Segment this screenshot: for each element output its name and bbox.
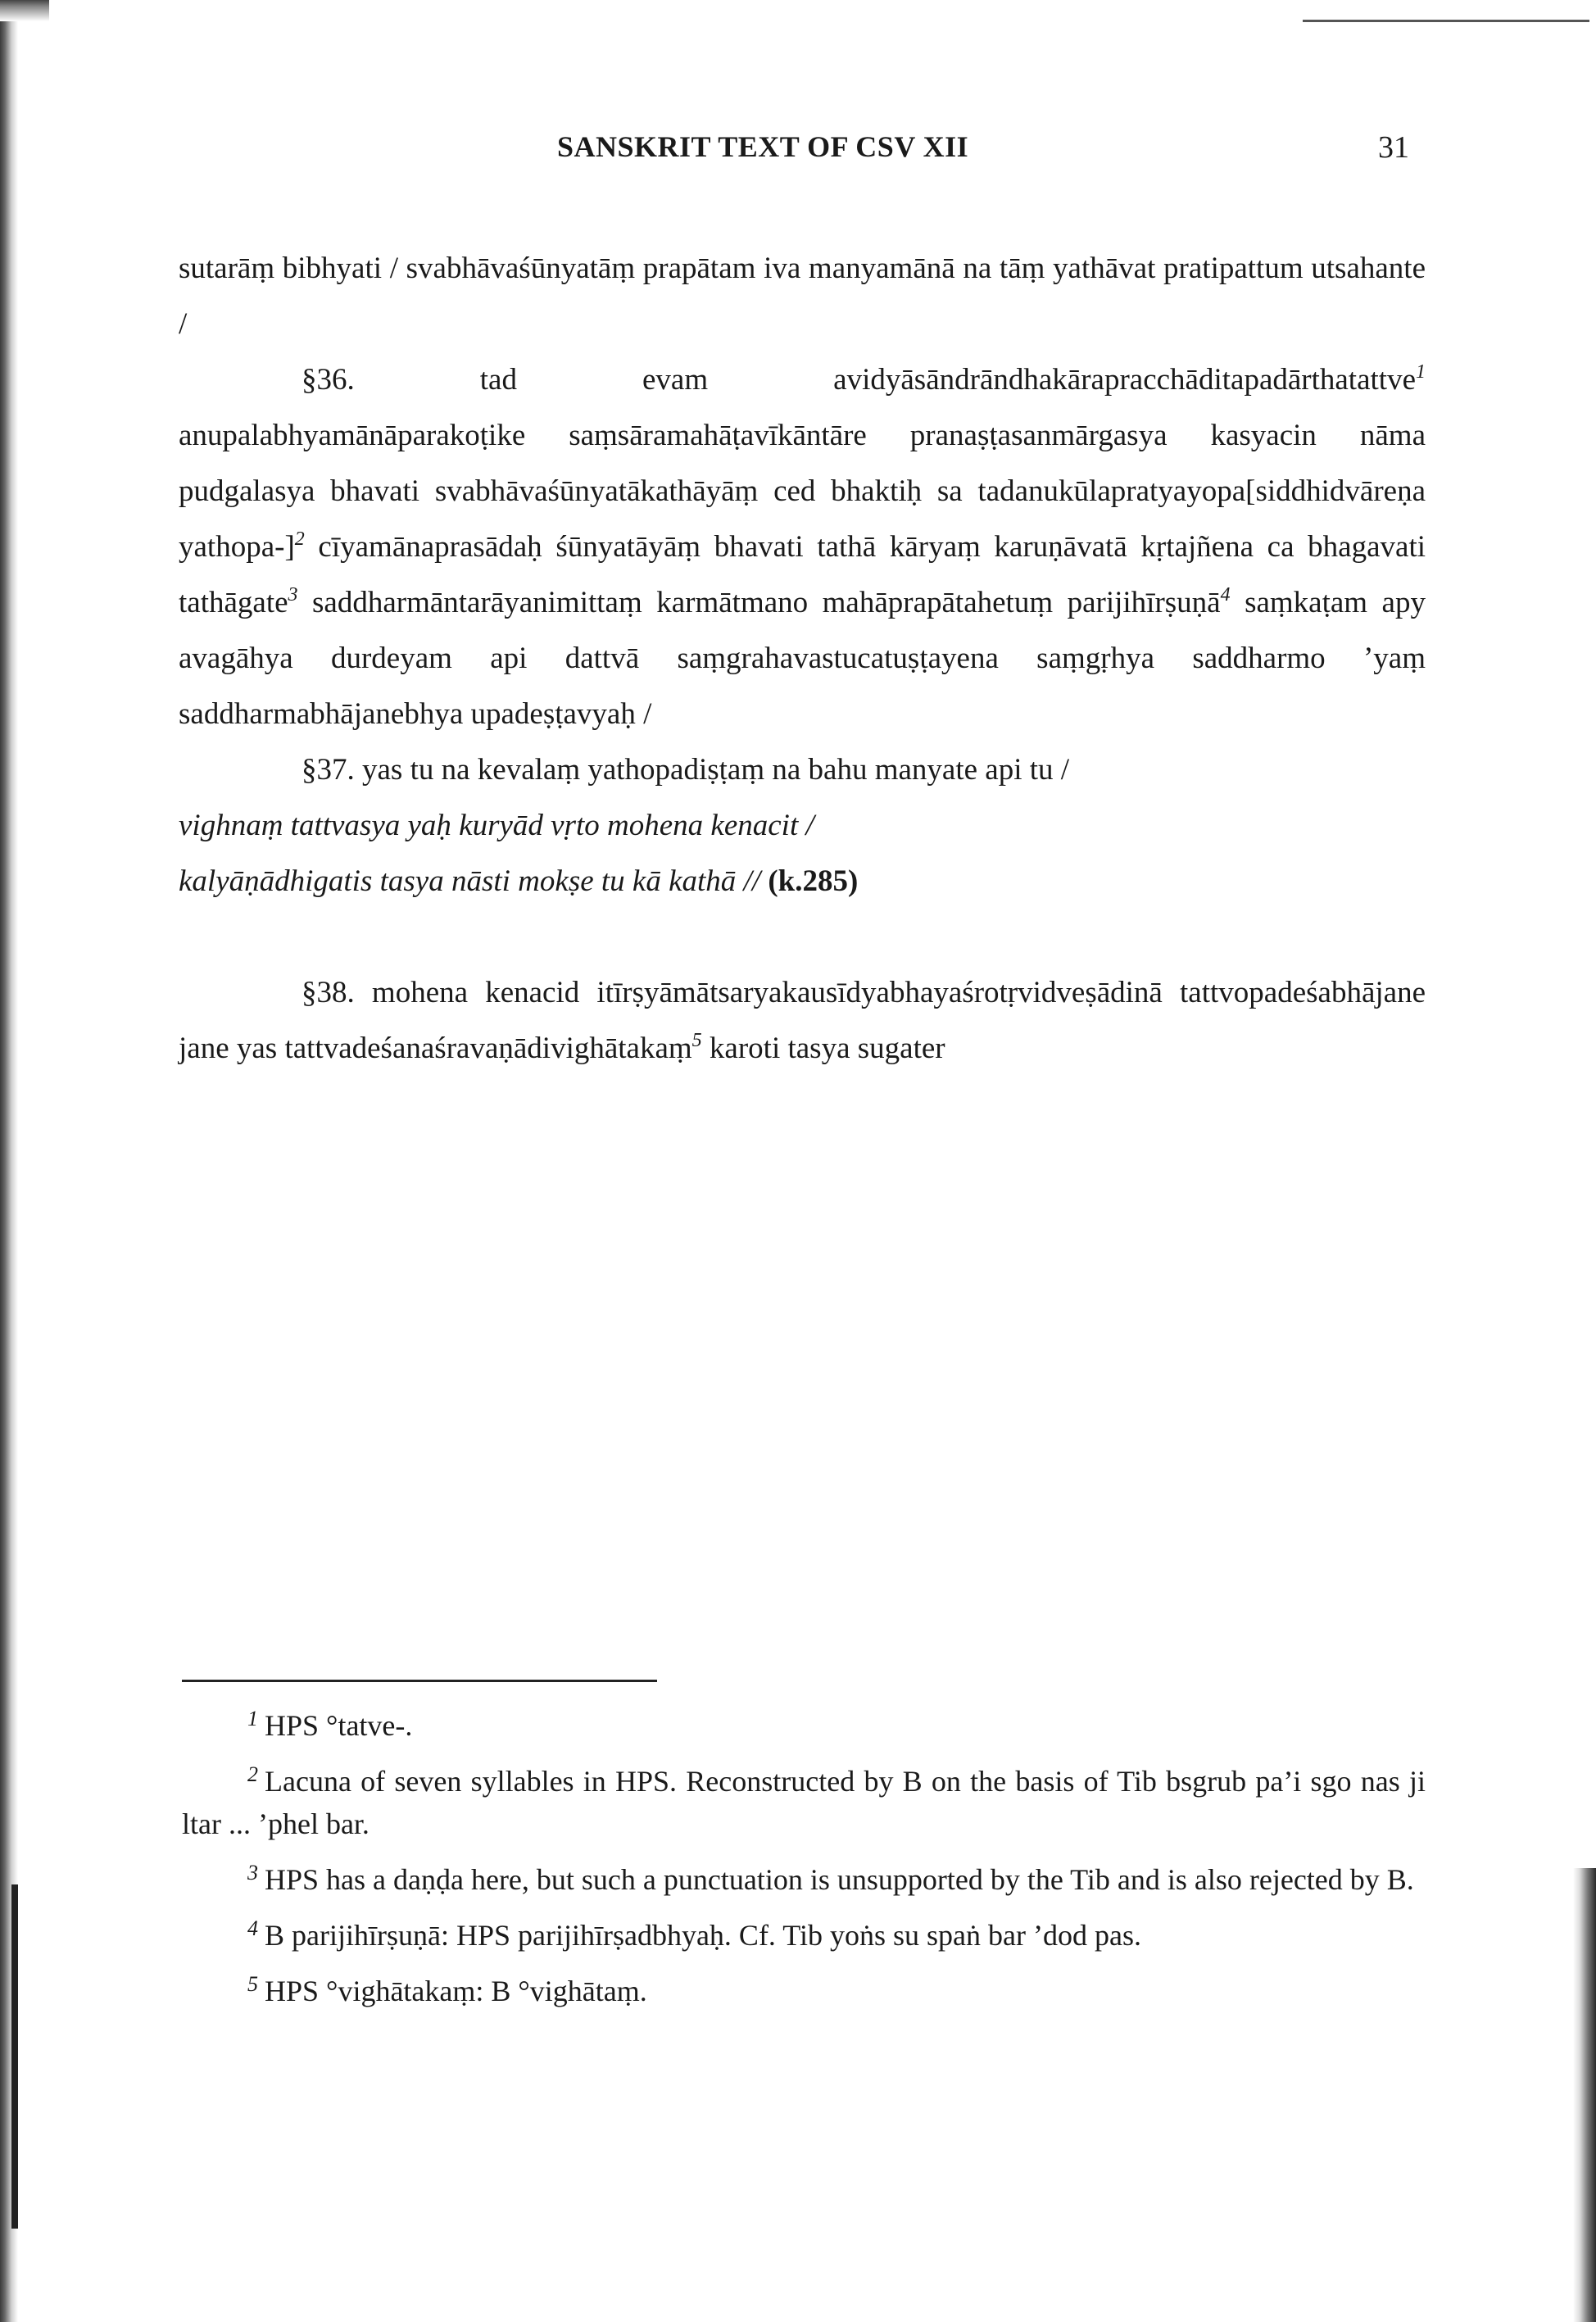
verse-line-2-text: kalyāṇādhigatis tasya nāsti mokṣe tu kā kathā //	[179, 864, 761, 898]
paragraph-36-text-c: cīyamānaprasādaḥ śūnyatāyāṃ bhavati tathā kāryaṃ karuṇāvatā kṛtajñena ca bhagavati tathāgate	[179, 530, 1426, 619]
paragraph-36-text-d: saddharmāntarāyanimittaṃ karmātmano mahāprapātahetuṃ parijihīrṣuṇā	[297, 586, 1221, 619]
paragraph-36-text-a: §36. tad evam avidyāsāndrāndhakārapracchāditapadārthatattve	[302, 363, 1416, 397]
running-head: SANSKRIT TEXT OF CSV XII	[557, 130, 969, 163]
paragraph-38	[179, 965, 1426, 1077]
paragraph-36-text-b: anupalabhyamānāparakoṭike saṃsāramahāṭavīkāntāre pranaṣṭasanmārgasya kasyacin nāma pudgalasya bhavati svabhāvaśūnyatākathāyāṃ ced bhaktiḥ sa tadanukūlapratyayopa[siddhidvāreṇa yathopa-]	[179, 419, 1426, 564]
paragraph-1: sutarāṃ bibhyati / svabhāvaśūnyatāṃ prapātam iva manyamānā na tāṃ yathāvat pratipattum utsahante /	[179, 252, 1426, 341]
page-number: 31	[1378, 130, 1409, 165]
paragraph-37: §37. yas tu na kevalaṃ yathopadiṣṭaṃ na bahu manyate api tu /	[302, 753, 1070, 787]
footnote-1	[182, 1704, 1426, 1747]
footnote-ref-5[interactable]: 5	[691, 1030, 702, 1051]
footnote-text-4: B parijihīrṣuṇā: HPS parijihīrṣadbhyaḥ. Cf. Tib yoṅs su spaṅ bar ’dod pas.	[265, 1919, 1141, 1952]
paragraph-36	[179, 352, 1426, 742]
verse-line-1: vighnaṃ tattvasya yaḥ kuryād vṛto mohena kenacit /	[179, 809, 814, 842]
scan-right-edge	[1573, 1868, 1596, 2322]
footnote-mark-4: 4	[247, 1916, 258, 1940]
footnote-3	[182, 1858, 1426, 1901]
footnote-ref-4[interactable]: 4	[1220, 584, 1231, 605]
footnote-text-3: HPS has a daṇḍa here, but such a punctuation is unsupported by the Tib and is also rejected by B.	[265, 1863, 1414, 1896]
scan-top-corner	[0, 0, 49, 21]
scan-left-bar	[11, 1884, 18, 2229]
paragraph-38-text-a: §38. mohena kenacid itīrṣyāmātsaryakausīdyabhayaśrotṛvidveṣādinā tattvopadeśabhājane jane yas tattvadeśanaśravaṇādivighātakaṃ	[179, 976, 1426, 1065]
footnote-text-2: Lacuna of seven syllables in HPS. Reconstructed by B on the basis of Tib bsgrub pa’i sgo nas ji ltar ... ’phel bar.	[182, 1765, 1426, 1840]
paragraph-gap	[179, 909, 1426, 965]
footnotes	[182, 1704, 1426, 2025]
footnote-2	[182, 1760, 1426, 1845]
footnote-text-1: HPS °tatve-.	[265, 1709, 413, 1742]
footnote-4	[182, 1914, 1426, 1957]
paragraph-38-text-b: karoti tasya sugater	[701, 1032, 945, 1065]
verse-line-2	[179, 854, 1426, 909]
footnote-mark-5: 5	[247, 1972, 258, 1996]
scan-top-rule	[1303, 20, 1589, 22]
footnote-mark-3: 3	[247, 1861, 258, 1884]
footnote-mark-1: 1	[247, 1707, 258, 1730]
footnote-ref-2[interactable]: 2	[294, 528, 305, 550]
footnote-mark-2: 2	[247, 1762, 258, 1786]
verse-reference: (k.285)	[768, 864, 859, 898]
footnote-5	[182, 1970, 1426, 2012]
footnote-ref-3[interactable]: 3	[288, 584, 298, 605]
footnote-text-5: HPS °vighātakaṃ: B °vighātaṃ.	[265, 1975, 647, 2007]
main-text	[179, 241, 1426, 1077]
paragraph-36-text-e: saṃkaṭam apy avagāhya durdeyam api dattvā saṃgrahavastucatuṣṭayena saṃgṛhya saddharmo ’yaṃ saddharmabhājanebhya upadeṣṭavyaḥ /	[179, 586, 1426, 731]
page-header	[188, 129, 1409, 169]
footnote-ref-1[interactable]: 1	[1416, 361, 1426, 383]
footnote-divider	[182, 1680, 657, 1682]
